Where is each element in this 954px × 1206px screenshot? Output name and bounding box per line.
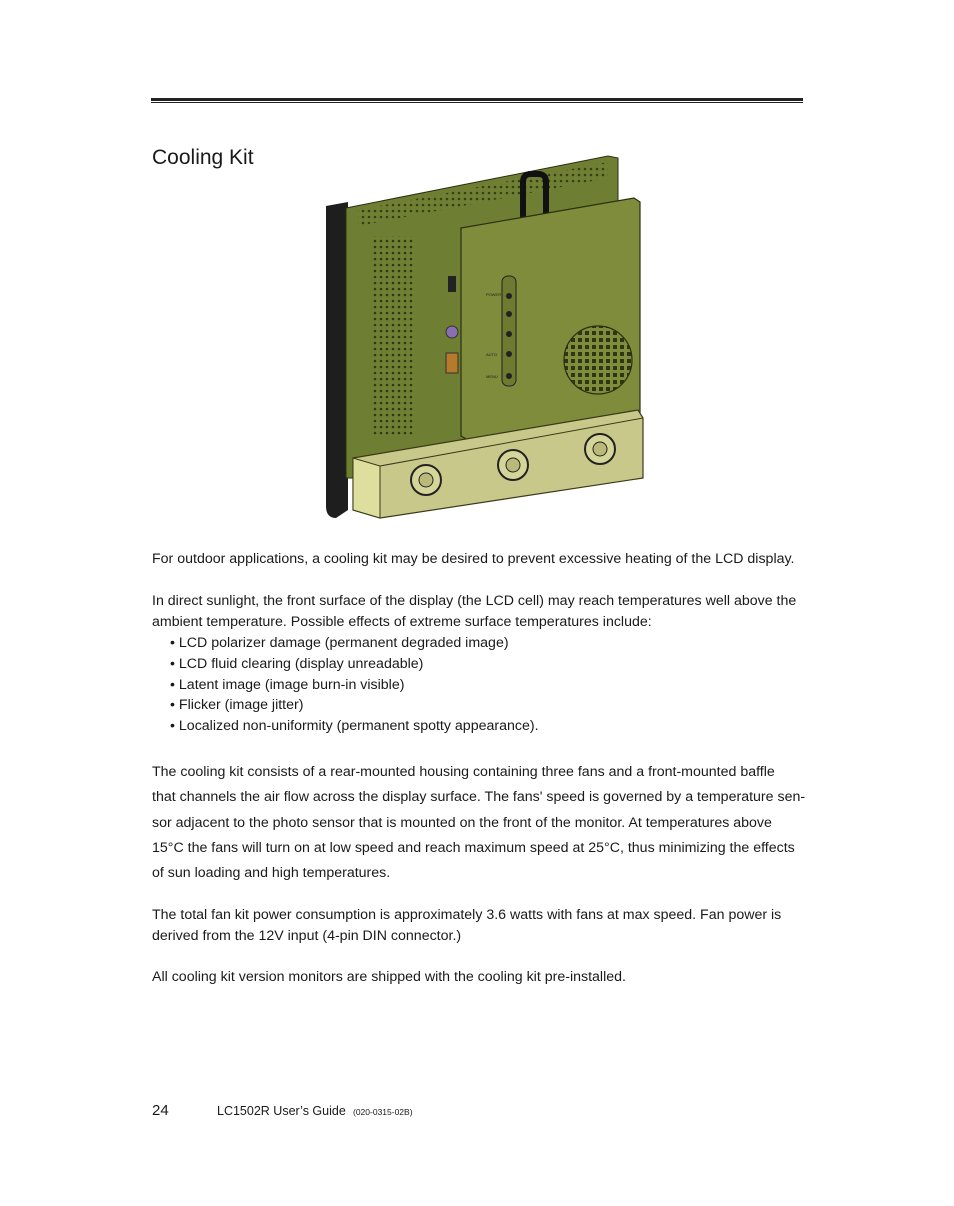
- text-line: that channels the air flow across the display surface. The fans' speed is governed by a temperature sen-: [152, 789, 806, 806]
- control-button: [506, 331, 512, 337]
- header-rule-thin: [151, 102, 803, 103]
- effects-list: [170, 633, 539, 737]
- fan-housing-end: [353, 458, 380, 518]
- control-button: [506, 311, 512, 317]
- paragraph-intro: For outdoor applications, a cooling kit may be desired to prevent excessive heating of the LCD display.: [152, 551, 795, 567]
- text-line: 15°C the fans will turn on at low speed and reach maximum speed at 25°C, thus minimizing the effects: [152, 839, 795, 856]
- page-number: 24: [152, 1102, 169, 1119]
- connector: [448, 276, 456, 292]
- document-number: (020-0315-02B): [353, 1107, 413, 1117]
- din-connector: [446, 326, 458, 338]
- guide-title: LC1502R User’s Guide: [217, 1104, 346, 1118]
- text-line: sor adjacent to the photo sensor that is mounted on the front of the monitor. At temperatures above: [152, 814, 772, 831]
- serial-connector: [446, 353, 458, 373]
- paragraph-sunlight: In direct sunlight, the front surface of the display (the LCD cell) may reach temperatures well above the ambient temperature. Possible effects of extreme surface temperatures include:: [152, 593, 797, 630]
- control-button: [506, 351, 512, 357]
- bezel-side: [326, 202, 348, 518]
- control-button: [506, 293, 512, 299]
- list-item: • Flicker (image jitter): [170, 697, 304, 714]
- list-item: • LCD fluid clearing (display unreadable): [170, 655, 424, 672]
- list-item: • Latent image (image burn-in visible): [170, 676, 405, 693]
- list-item: • Localized non-uniformity (permanent spotty appearance).: [170, 718, 539, 735]
- fan-icon: [498, 450, 528, 480]
- section-title: Cooling Kit: [152, 146, 254, 169]
- control-button: [506, 373, 512, 379]
- panel-fan-grill: [564, 326, 632, 394]
- text-line: of sun loading and high temperatures.: [152, 865, 391, 882]
- paragraph-description: [152, 760, 812, 886]
- paragraph-power: The total fan kit power consumption is approximately 3.6 watts with fans at max speed. Fan power is derived from the 12V input (4-pin DIN connector.): [152, 907, 782, 944]
- panel-label-auto: AUTO: [486, 352, 498, 357]
- panel-label-menu: MENU: [486, 374, 498, 379]
- text-line: The cooling kit consists of a rear-mounted housing containing three fans and a front-mounted baffle: [152, 764, 775, 780]
- header-rule-thick: [151, 98, 803, 101]
- fan-icon: [585, 434, 615, 464]
- paragraph-preinstalled: All cooling kit version monitors are shipped with the cooling kit pre-installed.: [152, 969, 626, 985]
- vent-dots: [373, 236, 415, 436]
- fan-icon: [411, 465, 441, 495]
- cooling-kit-illustration: [318, 148, 648, 523]
- list-item: • LCD polarizer damage (permanent degraded image): [170, 635, 509, 651]
- electronics-panel: [461, 198, 640, 440]
- panel-label-power: POWER: [486, 292, 502, 297]
